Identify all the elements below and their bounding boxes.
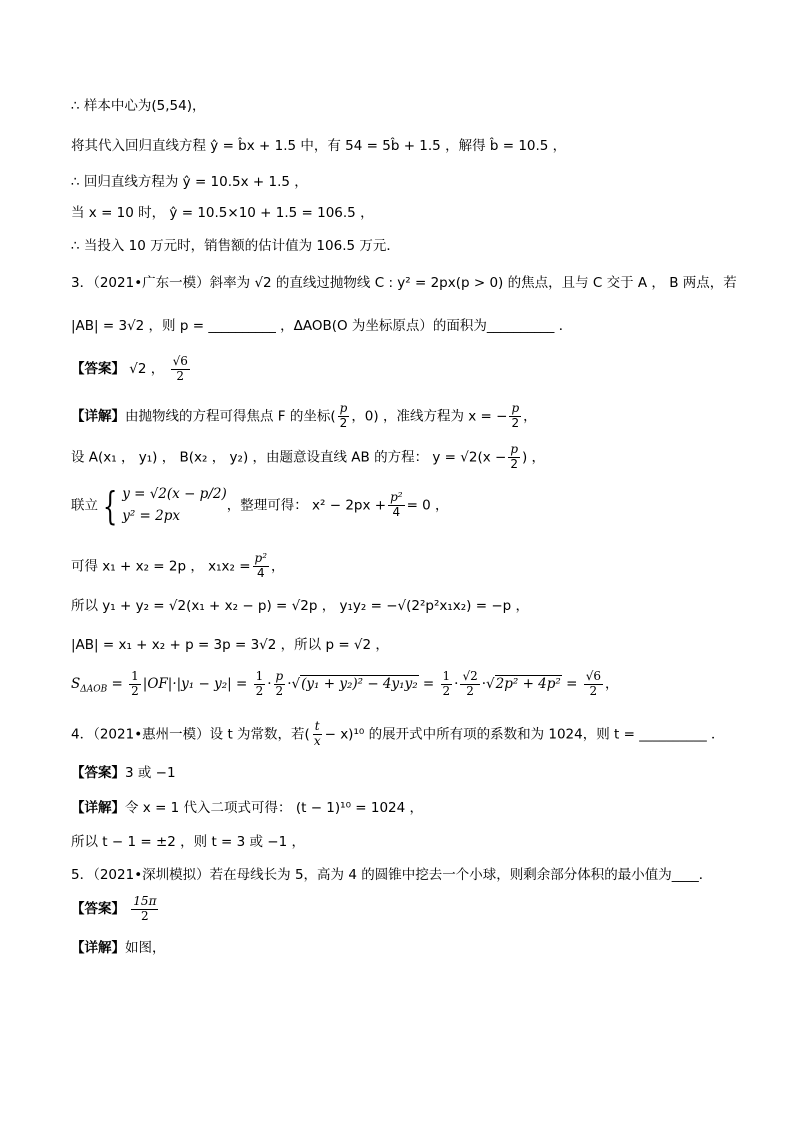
detail-3-line4: 可得 x₁ + x₂ = 2p ， x₁x₂ = $\frac{\text{p²}}{4}$ ， — [71, 551, 285, 580]
detail-3-line2: 设 A(x₁ ， y₁) ， B(x₂ ， y₂) ，由题意设直线 AB 的方程： y = √2(x − $\frac{p}{2}$ ) ， — [71, 442, 546, 471]
equation-system: { y = √2(x − p/2) y² = 2px — [102, 483, 227, 528]
answer-5: 【答案】 $\frac{15\pi}{2}$ — [71, 894, 157, 923]
answer-tag: 【答案】 — [71, 765, 125, 781]
detail-3-system: 联立 { y = √2(x − p/2) y² = 2px ，整理可得： x² − 2px + $\frac{\text{p²}}{4}$ = 0 ， — [71, 483, 449, 528]
line-sample-center: ∴ 样本中心为(5,54)， — [71, 98, 206, 114]
detail-tag: 【详解】 — [71, 408, 125, 425]
line-regression-eq: ∴ 回归直线方程为 ŷ = 10.5x + 1.5 ， — [71, 174, 308, 190]
answer-3: 【答案】 √2 ， $\frac{√6}{2}$ — [71, 354, 188, 383]
line-when-x10: 当 x = 10 时， ŷ = 10.5×10 + 1.5 = 106.5 ， — [71, 205, 374, 221]
detail-5-line1: 【详解】如图， — [71, 940, 166, 956]
answer-4: 【答案】3 或 −1 — [71, 765, 176, 781]
answer-tag: 【答案】 — [71, 360, 125, 377]
question-3-line2: |AB| = 3√2 ，则 p = __________ ，ΔAOB(O 为坐标原点）的面积为__________ ． — [71, 318, 573, 334]
detail-3-area: $S_{\Delta AOB}$ = $\frac{1}{2}$ |OF|·|y₁ − y₂| = $\frac{1}{2}$ · $\frac{p}{2}$ ·√(y₁ + y₂)² − 4y₁y₂ = $\frac{1}{2}$ · $\frac{√2}{2}$ ·√2p² + 4p² = $\frac{√6}{2}$ ， — [71, 669, 619, 698]
answer-tag: 【答案】 — [71, 900, 125, 917]
detail-3-line1: 【详解】由抛物线的方程可得焦点 F 的坐标( $\frac{p}{2}$ ，0) ，准线方程为 x = − $\frac{p}{2}$ ， — [71, 401, 537, 430]
detail-3-line5: 所以 y₁ + y₂ = √2(x₁ + x₂ − p) = √2p ， y₁y₂ = −√(2²p²x₁x₂) = −p ， — [71, 598, 529, 614]
detail-3-line6: |AB| = x₁ + x₂ + p = 3p = 3√2 ，所以 p = √2 ， — [71, 637, 389, 653]
question-3-line1: 3．（2021•广东一模）斜率为 √2 的直线过抛物线 C : y² = 2px(p > 0) 的焦点，且与 C 交于 A ， B 两点，若 — [71, 275, 737, 291]
line-substitute: 将其代入回归直线方程 ŷ = b̂x + 1.5 中，有 54 = 5b̂ + 1.5 ，解得 b̂ = 10.5 ， — [71, 138, 567, 154]
detail-tag: 【详解】 — [71, 940, 125, 956]
question-4: 4．（2021•惠州一模）设 t 为常数，若( $\frac{t}{x}$ − x)¹⁰ 的展开式中所有项的系数和为 1024，则 t = __________ ． — [71, 719, 725, 748]
detail-4-line1: 【详解】令 x = 1 代入二项式可得： (t − 1)¹⁰ = 1024 ， — [71, 800, 424, 816]
question-5: 5．（2021•深圳模拟）若在母线长为 5，高为 4 的圆锥中挖去一个小球，则剩余部分体积的最小值为____． — [71, 867, 713, 883]
line-estimate: ∴ 当投入 10 万元时，销售额的估计值为 106.5 万元． — [71, 238, 400, 254]
fraction: $\frac{√6}{2}$ — [172, 354, 188, 383]
detail-tag: 【详解】 — [71, 800, 125, 816]
detail-4-line2: 所以 t − 1 = ±2 ，则 t = 3 或 −1 ， — [71, 834, 305, 850]
